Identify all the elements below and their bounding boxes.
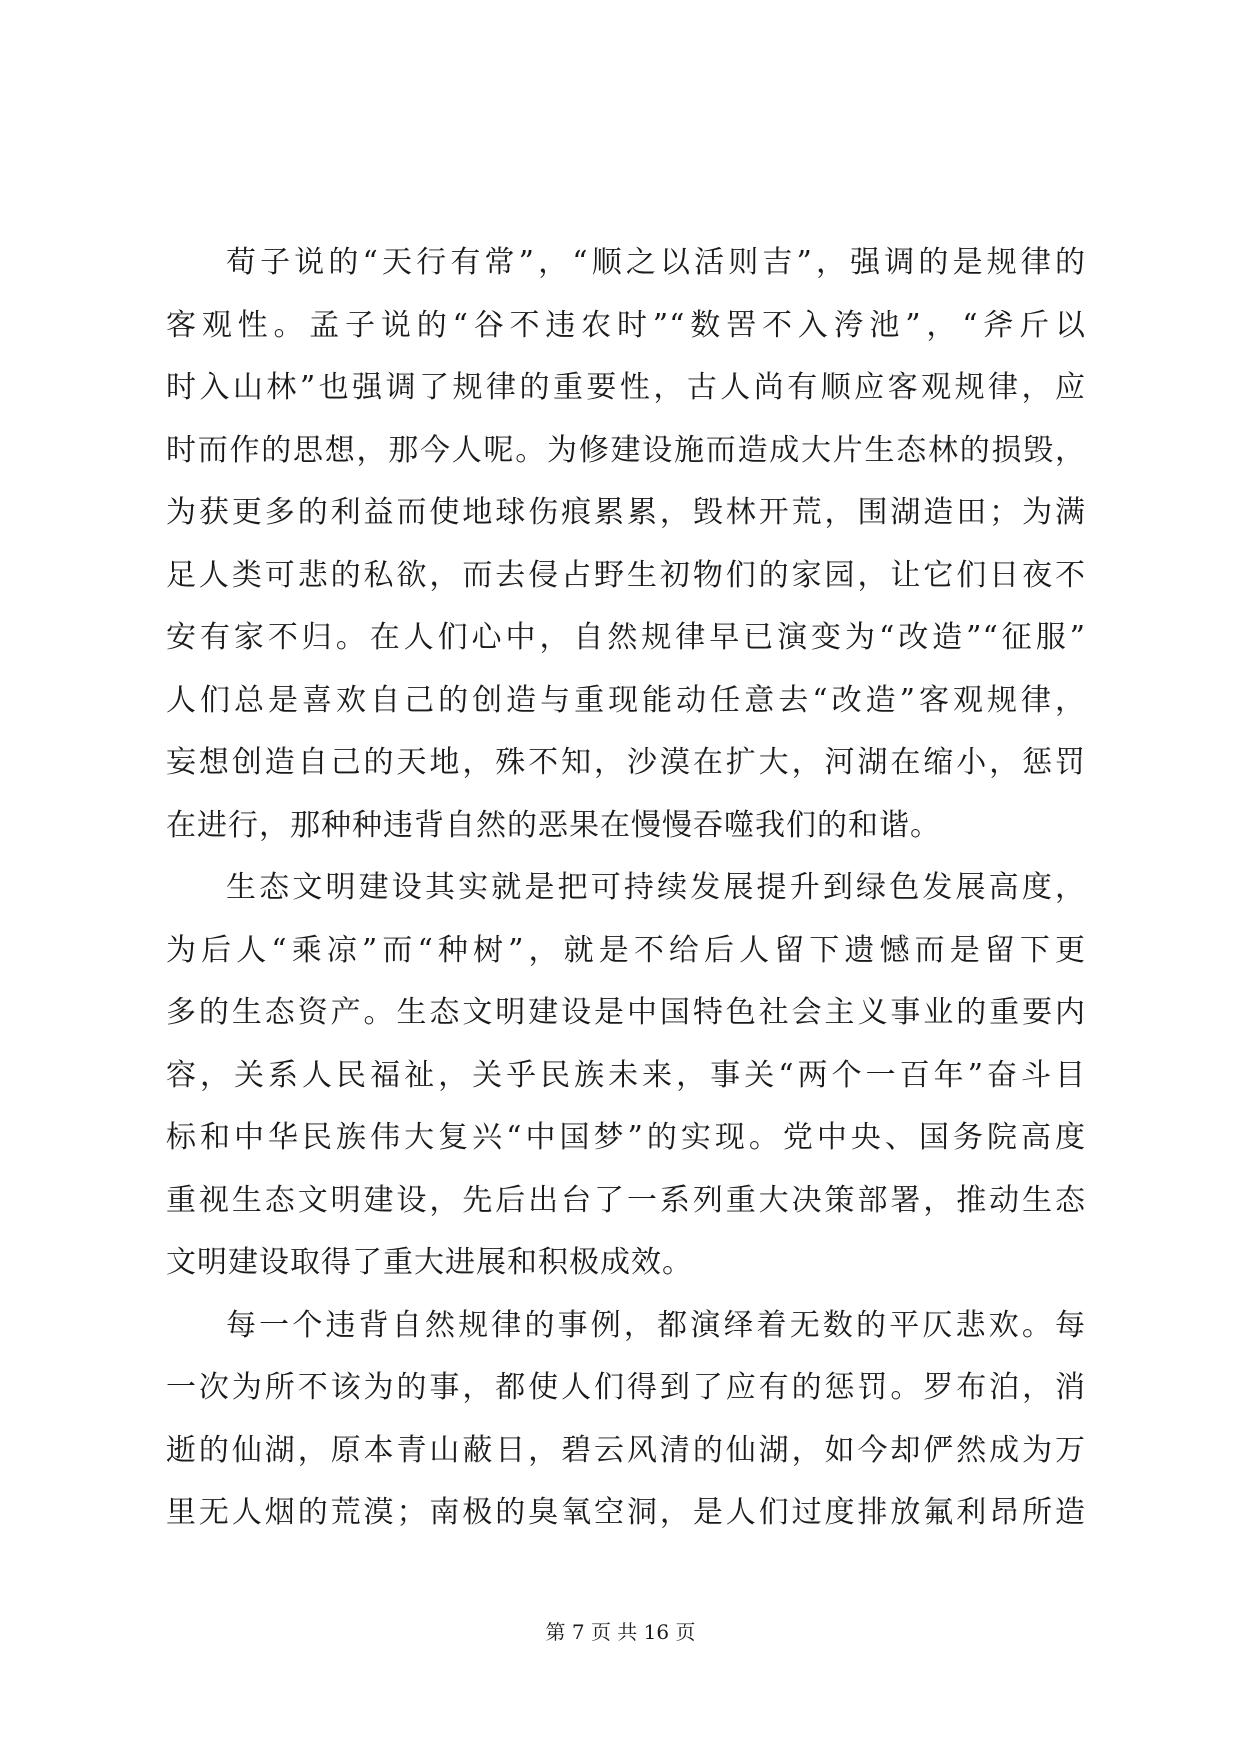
text-line: 为获更多的利益而使地球伤痕累累，毁林开荒，围湖造田；为满 (166, 495, 1086, 530)
text-line: 文明建设取得了重大进展和积极成效。 (166, 1245, 693, 1280)
text-line: 时而作的思想，那今人呢。为修建设施而造成大片生态林的损毁， (166, 432, 1086, 468)
text-line: 安有家不归。在人们心中，自然规律早已演变为“改造”“征服” (166, 620, 1086, 655)
text-line: 生态文明建设其实就是把可持续发展提升到绿色发展高度， (226, 870, 1086, 905)
text-line: 客观性。孟子说的“谷不违农时”“数罟不入洿池”，“斧斤以 (166, 307, 1086, 343)
page-number-label: 第 7 页 共 16 页 (545, 1620, 696, 1644)
text-line: 一次为所不该为的事，都使人们得到了应有的惩罚。罗布泊，消 (166, 1370, 1086, 1405)
text-line: 容，关系人民福祉，关乎民族未来，事关“两个一百年”奋斗目 (166, 1057, 1086, 1093)
text-line: 标和中华民族伟大复兴“中国梦”的实现。党中央、国务院高度 (166, 1120, 1086, 1155)
text-line: 足人类可悲的私欲，而去侵占野生初物们的家园，让它们日夜不 (166, 557, 1086, 593)
text-line: 荀子说的“天行有常”，“顺之以活则吉”，强调的是规律的 (226, 245, 1086, 280)
text-line: 在进行，那种种违背自然的恶果在慢慢吞噬我们的和谐。 (166, 807, 941, 843)
text-line: 重视生态文明建设，先后出台了一系列重大决策部署，推动生态 (166, 1182, 1086, 1218)
text-line: 里无人烟的荒漠；南极的臭氧空洞，是人们过度排放氟利昂所造 (166, 1495, 1086, 1530)
text-line: 逝的仙湖，原本青山蔽日，碧云风清的仙湖，如今却俨然成为万 (166, 1432, 1086, 1468)
text-line: 人们总是喜欢自己的创造与重现能动任意去“改造”客观规律， (166, 682, 1086, 718)
text-line: 多的生态资产。生态文明建设是中国特色社会主义事业的重要内 (166, 995, 1086, 1030)
text-line: 每一个违背自然规律的事例，都演绎着无数的平仄悲欢。每 (226, 1307, 1086, 1343)
body-text (166, 232, 1086, 1545)
paragraph-1 (166, 232, 1086, 857)
text-line: 时入山林”也强调了规律的重要性，古人尚有顺应客观规律，应 (166, 370, 1086, 405)
text-line: 为后人“乘凉”而“种树”，就是不给后人留下遗憾而是留下更 (166, 932, 1086, 968)
paragraph-2 (166, 857, 1086, 1295)
text-line: 妄想创造自己的天地，殊不知，沙漠在扩大，河湖在缩小，惩罚 (166, 745, 1086, 780)
page-footer (0, 1620, 1241, 1644)
paragraph-3 (166, 1295, 1086, 1545)
